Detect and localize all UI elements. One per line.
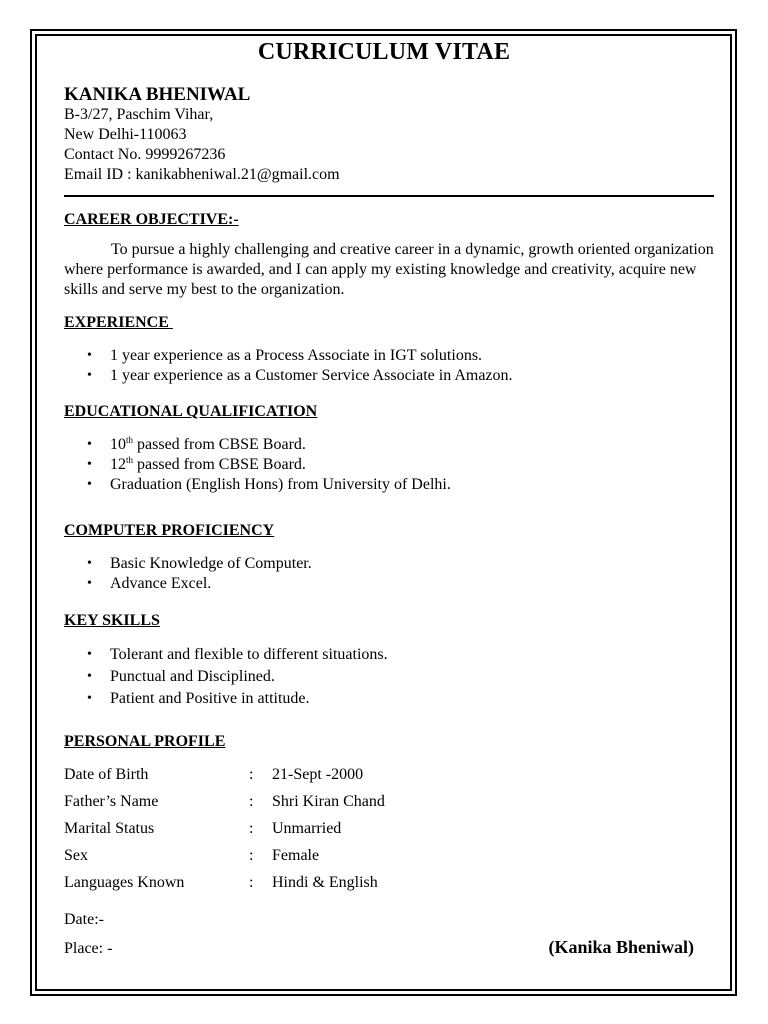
experience-item: 1 year experience as a Process Associate in IGT solutions. xyxy=(110,347,483,364)
education-heading: EDUCATIONAL QUALIFICATION xyxy=(64,403,318,420)
education-item-number: 12 xyxy=(110,456,126,473)
education-item-suffix: th xyxy=(126,455,134,465)
education-item-text: passed from CBSE Board. xyxy=(133,456,306,473)
computer-proficiency-heading: COMPUTER PROFICIENCY xyxy=(64,522,275,539)
profile-separator: : xyxy=(249,847,254,864)
bullet-icon: • xyxy=(87,669,92,684)
address-line-2: New Delhi-110063 xyxy=(64,126,187,143)
education-item-suffix: th xyxy=(126,435,134,445)
computer-item: Advance Excel. xyxy=(110,575,212,592)
profile-label: Sex xyxy=(64,847,88,864)
profile-label: Father’s Name xyxy=(64,793,159,810)
place-field: Place: - xyxy=(64,940,113,957)
skill-item: Patient and Positive in attitude. xyxy=(110,690,310,707)
profile-label: Marital Status xyxy=(64,820,155,837)
bullet-icon: • xyxy=(87,437,92,452)
bullet-icon: • xyxy=(87,457,92,472)
profile-value: 21-Sept -2000 xyxy=(272,766,364,783)
education-item xyxy=(110,436,306,454)
header-divider xyxy=(64,195,714,197)
education-item-text: Graduation (English Hons) from University of Delhi. xyxy=(110,476,451,493)
date-field: Date:- xyxy=(64,911,104,928)
personal-profile-heading: PERSONAL PROFILE xyxy=(64,733,226,750)
profile-value: Unmarried xyxy=(272,820,342,837)
education-item-text: passed from CBSE Board. xyxy=(133,436,306,453)
profile-value: Hindi & English xyxy=(272,874,378,891)
bullet-icon: • xyxy=(87,368,92,383)
bullet-icon: • xyxy=(87,348,92,363)
profile-separator: : xyxy=(249,874,254,891)
bullet-icon: • xyxy=(87,556,92,571)
experience-item: 1 year experience as a Customer Service Associate in Amazon. xyxy=(110,367,513,384)
profile-separator: : xyxy=(249,820,254,837)
profile-separator: : xyxy=(249,766,254,783)
signature-name: (Kanika Bheniwal) xyxy=(548,937,694,957)
bullet-icon: • xyxy=(87,647,92,662)
bullet-icon: • xyxy=(87,576,92,591)
email-address: Email ID : kanikabheniwal.21@gmail.com xyxy=(64,166,340,183)
bullet-icon: • xyxy=(87,477,92,492)
address-line-1: B-3/27, Paschim Vihar, xyxy=(64,106,214,123)
candidate-name: KANIKA BHENIWAL xyxy=(64,84,251,105)
computer-item: Basic Knowledge of Computer. xyxy=(110,555,312,572)
education-item-number: 10 xyxy=(110,436,126,453)
profile-label: Date of Birth xyxy=(64,766,149,783)
profile-value: Shri Kiran Chand xyxy=(272,793,385,810)
profile-separator: : xyxy=(249,793,254,810)
profile-label: Languages Known xyxy=(64,874,185,891)
skill-item: Punctual and Disciplined. xyxy=(110,668,275,685)
document-title: CURRICULUM VITAE xyxy=(257,39,511,65)
key-skills-heading: KEY SKILLS xyxy=(64,612,160,629)
profile-value: Female xyxy=(272,847,320,864)
contact-number: Contact No. 9999267236 xyxy=(64,146,226,163)
skill-item: Tolerant and flexible to different situations. xyxy=(110,646,388,663)
experience-heading: EXPERIENCE xyxy=(64,314,173,331)
bullet-icon: • xyxy=(87,691,92,706)
education-item xyxy=(110,476,451,494)
career-objective-heading: CAREER OBJECTIVE:- xyxy=(64,211,239,228)
education-item xyxy=(110,456,306,474)
career-objective-text: To pursue a highly challenging and creative career in a dynamic, growth oriented organization where performance is awarded, and I can apply my existing knowledge and creativity, acquire new skills and serve my best to the organization. xyxy=(64,241,714,298)
